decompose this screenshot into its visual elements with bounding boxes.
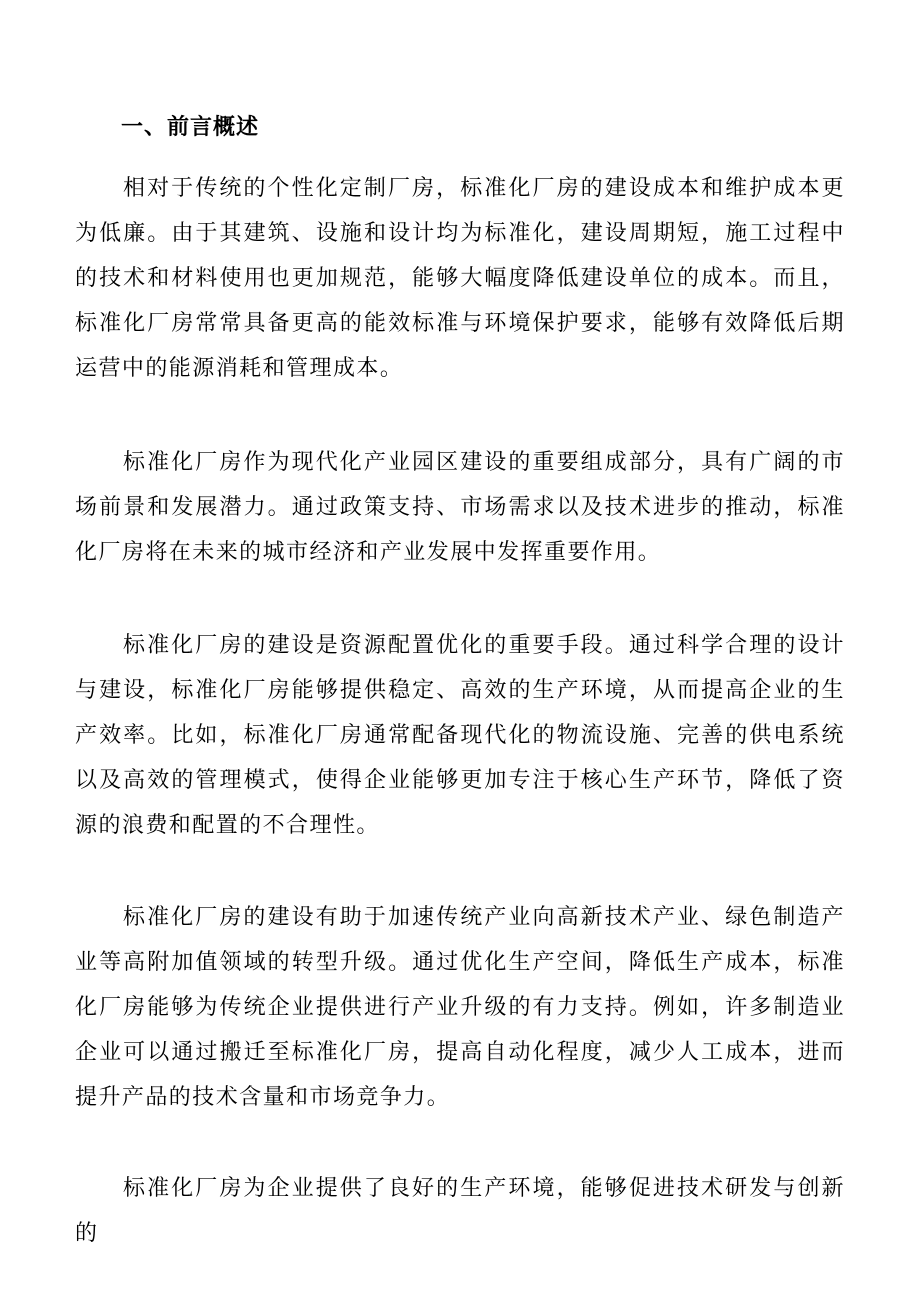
paragraph-4: 标准化厂房的建设有助于加速传统产业向高新技术产业、绿色制造产业等高附加值领域的转型升级。通过优化生产空间，降低生产成本，标准化厂房能够为传统企业提供进行产业升级的有力支持。例如，许多制造业企业可以通过搬迁至标准化厂房，提高自动化程度，减少人工成本，进而提升产品的技术含量和市场竞争力。	[75, 905, 845, 1110]
section-heading: 一、前言概述	[121, 115, 260, 140]
paragraph-3: 标准化厂房的建设是资源配置优化的重要手段。通过科学合理的设计与建设，标准化厂房能够提供稳定、高效的生产环境，从而提高企业的生产效率。比如，标准化厂房通常配备现代化的物流设施、完善的供电系统以及高效的管理模式，使得企业能够更加专注于核心生产环节，降低了资源的浪费和配置的不合理性。	[75, 633, 845, 838]
paragraph-5: 标准化厂房为企业提供了良好的生产环境，能够促进技术研发与创新的	[75, 1176, 845, 1246]
paragraph-1: 相对于传统的个性化定制厂房，标准化厂房的建设成本和维护成本更为低廉。由于其建筑、设施和设计均为标准化，建设周期短，施工过程中的技术和材料使用也更加规范，能够大幅度降低建设单位的成本。而且，标准化厂房常常具备更高的能效标准与环境保护要求，能够有效降低后期运营中的能源消耗和管理成本。	[75, 176, 845, 381]
paragraph-2: 标准化厂房作为现代化产业园区建设的重要组成部分，具有广阔的市场前景和发展潜力。通过政策支持、市场需求以及技术进步的推动，标准化厂房将在未来的城市经济和产业发展中发挥重要作用。	[75, 450, 845, 565]
